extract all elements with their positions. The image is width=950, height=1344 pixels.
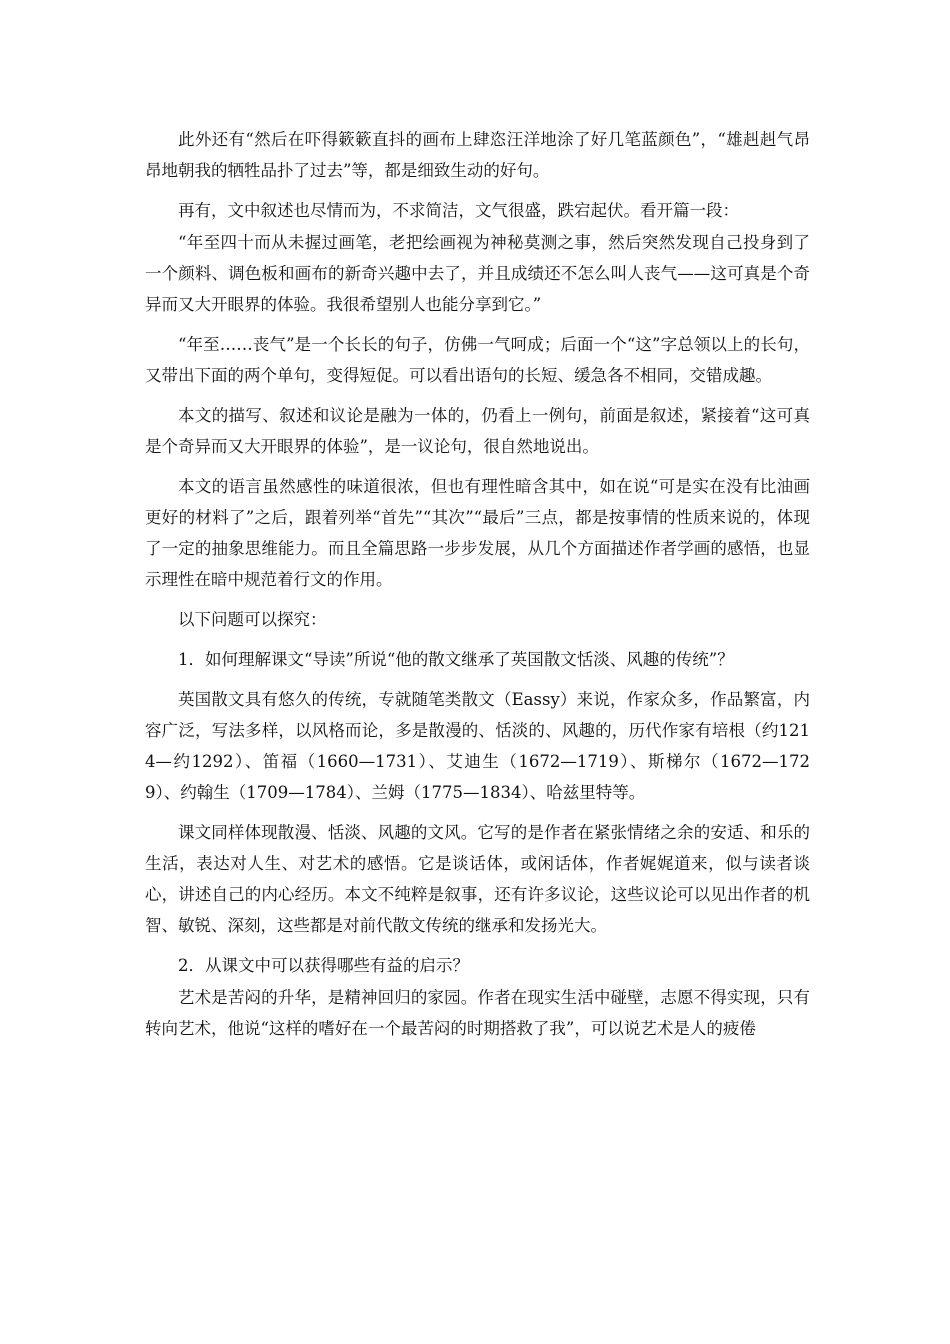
paragraph-opening-quote: “年至四十而从未握过画笔，老把绘画视为神秘莫测之事，然后突然发现自己投身到了一个颜料、调色板和画布的新奇兴趣中去了，并且成绩还不怎么叫人丧气——这可真是个奇异而又大开眼界的体验。我很希望别人也能分享到它。”	[145, 233, 810, 314]
question-1: 1．如何理解课文“导读”所说“他的散文继承了英国散文恬淡、风趣的传统”？	[178, 650, 734, 669]
paragraph-integration: 本文的描写、叙述和议论是融为一体的，仍看上一例句，前面是叙述，紧接着“这可真是个奇异而又大开眼界的体验”，是一议论句，很自然地说出。	[145, 406, 810, 456]
paragraph-art-inspiration: 艺术是苦闷的升华，是精神回归的家园。作者在现实生活中碰壁，志愿不得实现，只有转向艺术，他说“这样的嗜好在一个最苦闷的时期搭救了我”，可以说艺术是人的疲倦	[145, 988, 810, 1038]
paragraph-narration: 再有，文中叙述也尽情而为，不求简洁，文气很盛，跌宕起伏。看开篇一段：	[178, 201, 739, 220]
paragraph-english-essay: 英国散文具有悠久的传统，专就随笔类散文（Eassy）来说，作家众多，作品繁富，内容广泛，写法多样，以风格而论，多是散漫的、恬淡的、风趣的，历代作家有培根（约1214—约1292）、笛福（1660—1731）、艾迪生（1672—1719）、斯梯尔（1672—1729）、约翰生（1709—1784）、兰姆（1775—1834）、哈兹里特等。	[145, 690, 810, 802]
paragraph-sentence-analysis: “年至……丧气”是一个长长的句子，仿佛一气呵成；后面一个“这”字总领以上的长句，又带出下面的两个单句，变得短促。可以看出语句的长短、缓急各不相同，交错成趣。	[145, 335, 810, 385]
paragraph-explore-intro: 以下问题可以探究：	[178, 610, 327, 629]
paragraph-style: 课文同样体现散漫、恬淡、风趣的文风。它写的是作者在紧张情绪之余的安适、和乐的生活，表达对人生、对艺术的感悟。它是谈话体，或闲话体，作者娓娓道来，似与读者谈心，讲述自己的内心经历。本文不纯粹是叙事，还有许多议论，这些议论可以见出作者的机智、敏锐、深刻，这些都是对前代散文传统的继承和发扬光大。	[145, 823, 810, 935]
paragraph-rationality: 本文的语言虽然感性的味道很浓，但也有理性暗含其中，如在说“可是实在没有比油画更好的材料了”之后，跟着列举“首先”“其次”“最后”三点，都是按事情的性质来说的，体现了一定的抽象思维能力。而且全篇思路一步步发展，从几个方面描述作者学画的感悟，也显示理性在暗中规范着行文的作用。	[145, 477, 810, 589]
question-2: 2．从课文中可以获得哪些有益的启示？	[178, 956, 469, 975]
paragraph-good-sentences: 此外还有“然后在吓得簌簌直抖的画布上肆恣汪洋地涂了好几笔蓝颜色”，“雄赳赳气昂昂地朝我的牺牲品扑了过去”等，都是细致生动的好句。	[145, 130, 810, 180]
document-body	[145, 124, 810, 1044]
